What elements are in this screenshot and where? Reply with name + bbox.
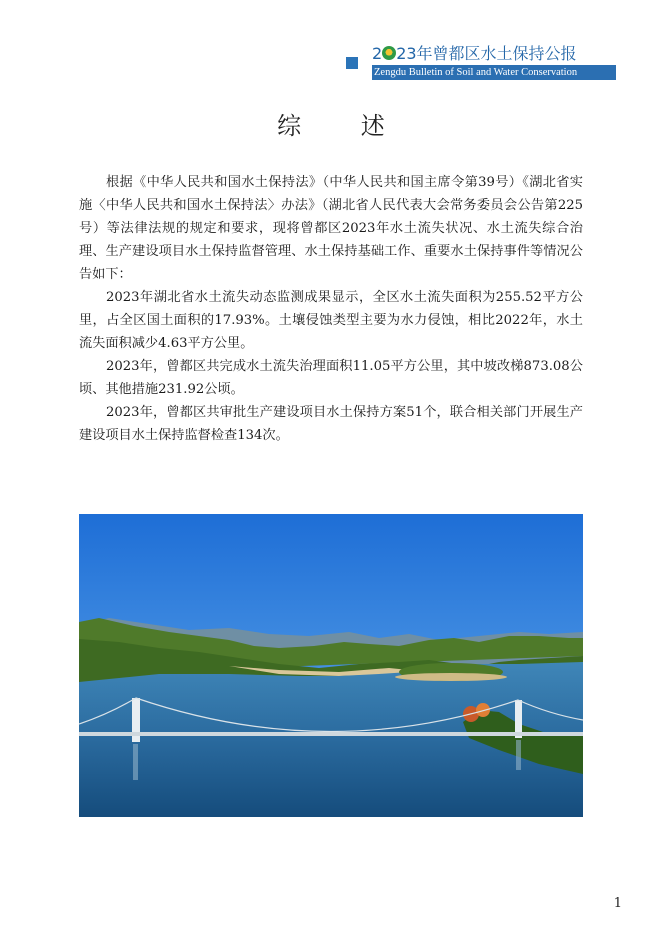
header-square-icon	[346, 57, 358, 69]
paragraph-1: 根据《中华人民共和国水土保持法》（中华人民共和国主席令第39号）《湖北省实施〈中华人民共和国水土保持法〉办法》（湖北省人民代表大会常务委员会公告第225号）等法律法规的规定和要求，现将曾都区2023年水土流失状况、水土流失综合治理、生产建设项目水土保持监督管理、水土保持基础工作、重要水土保持事件等情况公告如下：	[79, 175, 583, 282]
paragraph-4: 2023年，曾都区共审批生产建设项目水土保持方案51个，联合相关部门开展生产建设项目水土保持监督检查134次。	[79, 405, 583, 443]
header-title-rest: 23年曾都区水土保持公报	[396, 44, 577, 63]
paragraph-2: 2023年湖北省水土流失动态监测成果显示，全区水土流失面积为255.52平方公里，占全区国土面积的17.93%。土壤侵蚀类型主要为水力侵蚀，相比2022年，水土流失面积减少4.63平方公里。	[79, 290, 583, 351]
lake-bridge-photo	[79, 514, 583, 817]
globe-logo-icon	[382, 46, 396, 60]
paragraph-3: 2023年，曾都区共完成水土流失治理面积11.05平方公里，其中坡改梯873.08公顷、其他措施231.92公顷。	[79, 359, 583, 397]
header-subtitle-en: Zengdu Bulletin of Soil and Water Conservation	[372, 65, 616, 80]
bulletin-header	[346, 44, 616, 82]
body-text	[79, 171, 583, 447]
section-heading: 综 述	[277, 112, 411, 140]
page-number: 1	[613, 896, 622, 911]
header-title-prefix: 2	[372, 44, 383, 63]
header-title	[372, 44, 577, 64]
